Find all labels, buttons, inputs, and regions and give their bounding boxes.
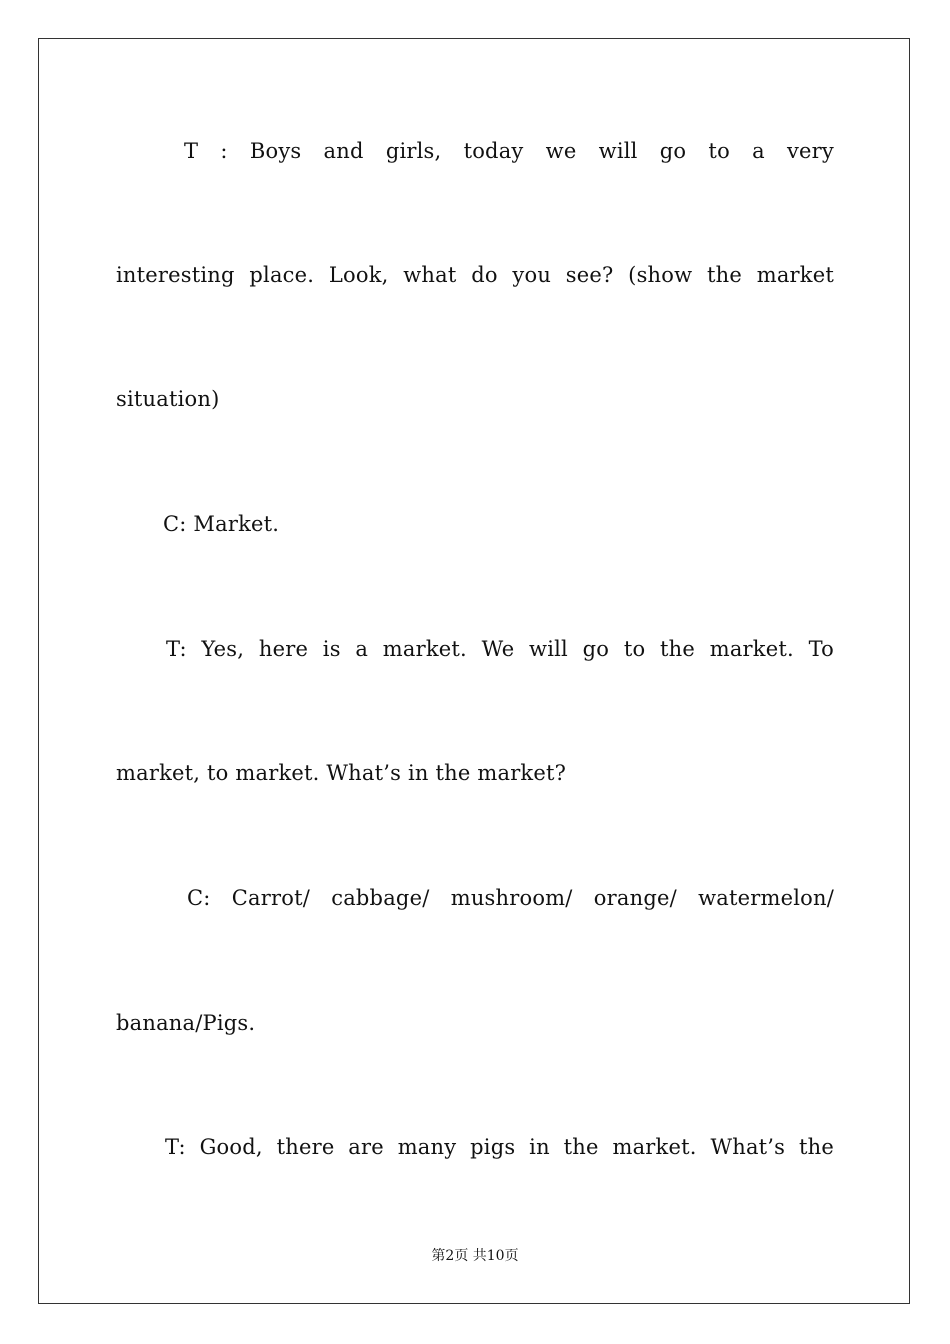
text-line-3: situation)	[116, 387, 220, 411]
page-border	[38, 38, 910, 1304]
text-line-7: C: Carrot/ cabbage/ mushroom/ orange/ watermelon/	[187, 886, 834, 910]
text-line-4: C: Market.	[163, 512, 280, 536]
text-line-5: T: Yes, here is a market. We will go to the market. To	[166, 637, 834, 661]
text-line-2: interesting place. Look, what do you see? (show the market	[116, 263, 834, 287]
page-number-footer: 第2页 共10页	[431, 1248, 519, 1264]
text-line-9: T: Good, there are many pigs in the market. What’s the	[165, 1135, 834, 1159]
text-line-8: banana/Pigs.	[116, 1011, 256, 1035]
text-line-6: market, to market. What’s in the market?	[116, 761, 567, 785]
text-line-1: T : Boys and girls, today we will go to a very	[184, 139, 834, 163]
